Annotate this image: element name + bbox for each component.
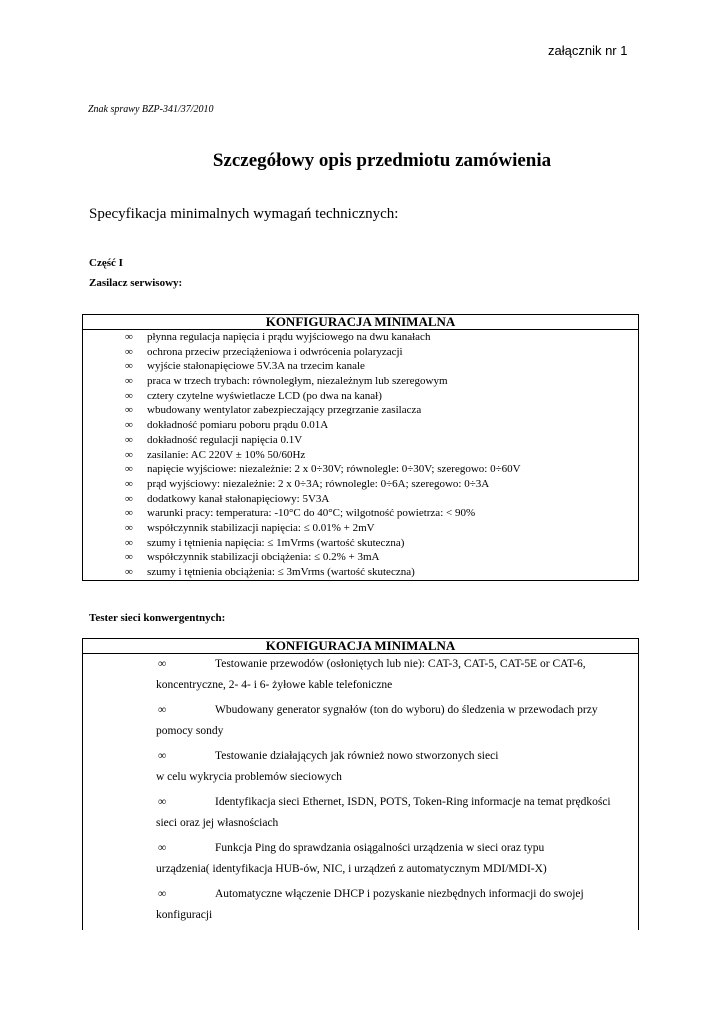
list-item <box>83 403 638 418</box>
list-item-text: dokładność regulacji napięcia 0.1V <box>147 433 303 446</box>
bullet-icon: ∞ <box>125 419 133 432</box>
list-item <box>83 521 638 536</box>
list-item <box>83 374 638 389</box>
bullet-icon: ∞ <box>125 492 133 505</box>
list-item <box>83 389 638 404</box>
list-item-text: warunki pracy: temperatura: -10°C do 40°C; wilgotność powietrza: < 90% <box>147 507 476 520</box>
list-item-text: cztery czytelne wyświetlacze LCD (po dwa na kanał) <box>147 389 382 402</box>
list-item-text: szumy i tętnienia obciążenia: ≤ 3mVrms (wartość skuteczna) <box>147 566 415 578</box>
list-item-text: Funkcja Ping do sprawdzania osiągalności urządzenia w sieci oraz typu <box>215 842 545 854</box>
bullet-icon: ∞ <box>125 536 133 549</box>
list-item-continuation: w celu wykrycia problemów sieciowych <box>156 771 342 783</box>
list-item <box>83 477 638 492</box>
annex-label: załącznik nr 1 <box>548 43 628 58</box>
bullet-icon: ∞ <box>125 551 133 564</box>
list-item-continuation: urządzenia( identyfikacja HUB-ów, NIC, i urządzeń z automatycznym MDI/MDI-X) <box>156 863 547 875</box>
section1-label: Zasilacz serwisowy: <box>89 277 183 289</box>
document-title: Szczegółowy opis przedmiotu zamówienia <box>212 150 552 171</box>
section1-table <box>82 314 639 581</box>
bullet-icon: ∞ <box>158 750 167 762</box>
list-item-text: współczynnik stabilizacji obciążenia: ≤ 0.2% + 3mA <box>147 551 380 564</box>
list-item <box>83 330 638 345</box>
section2-table-header: KONFIGURACJA MINIMALNA <box>83 639 639 654</box>
list-item-text: napięcie wyjściowe: niezależnie: 2 x 0÷30V; równolegle: 0÷30V; szeregowo: 0÷60V <box>147 463 521 476</box>
list-item-text: Identyfikacja sieci Ethernet, ISDN, POTS, Token-Ring informacje na temat prędkości <box>215 796 611 808</box>
section2-list <box>83 654 638 930</box>
bullet-icon: ∞ <box>125 507 133 520</box>
part-label: Część I <box>89 257 123 269</box>
bullet-icon: ∞ <box>125 463 133 476</box>
list-item <box>83 448 638 463</box>
bullet-icon: ∞ <box>158 658 167 670</box>
bullet-icon: ∞ <box>158 796 167 808</box>
list-item <box>83 700 638 746</box>
list-item <box>83 565 638 580</box>
section2-label: Tester sieci konwergentnych: <box>89 612 226 624</box>
bullet-icon: ∞ <box>125 375 133 388</box>
list-item <box>83 433 638 448</box>
bullet-icon: ∞ <box>125 345 133 358</box>
list-item-text: wbudowany wentylator zabezpieczający przegrzanie zasilacza <box>147 404 422 417</box>
section2-table-body <box>83 654 639 931</box>
list-item <box>83 492 638 507</box>
list-item <box>83 462 638 477</box>
list-item-text: wyjście stałonapięciowe 5V.3A na trzecim kanale <box>147 360 365 373</box>
list-item <box>83 506 638 521</box>
case-number: Znak sprawy BZP-341/37/2010 <box>88 104 214 115</box>
list-item-text: praca w trzech trybach: równoległym, niezależnym lub szeregowym <box>147 375 448 388</box>
list-item-text: Wbudowany generator sygnałów (ton do wyboru) do śledzenia w przewodach przy <box>215 704 598 716</box>
list-item <box>83 550 638 565</box>
bullet-icon: ∞ <box>125 566 133 578</box>
list-item <box>83 345 638 360</box>
list-item-continuation: sieci oraz jej własnościach <box>156 817 279 829</box>
section2-table <box>82 638 639 930</box>
bullet-icon: ∞ <box>125 389 133 402</box>
bullet-icon: ∞ <box>158 842 167 854</box>
list-item-continuation: konfiguracji <box>156 909 213 921</box>
list-item-text: Testowanie przewodów (osłoniętych lub nie): CAT-3, CAT-5, CAT-5E or CAT-6, <box>215 658 586 670</box>
bullet-icon: ∞ <box>125 433 133 446</box>
list-item-text: prąd wyjściowy: niezależnie: 2 x 0÷3A; równolegle: 0÷6A; szeregowo: 0÷3A <box>147 477 490 490</box>
section1-list <box>83 330 638 580</box>
list-item <box>83 884 638 930</box>
bullet-icon: ∞ <box>125 477 133 490</box>
section1-table-body <box>83 330 639 581</box>
list-item-text: zasilanie: AC 220V ± 10% 50/60Hz <box>147 448 306 461</box>
list-item-text: Automatyczne włączenie DHCP i pozyskanie niezbędnych informacji do swojej <box>215 888 584 900</box>
bullet-icon: ∞ <box>125 331 133 343</box>
list-item-text: dodatkowy kanał stałonapięciowy: 5V3A <box>147 492 330 505</box>
list-item-text: szumy i tętnienia napięcia: ≤ 1mVrms (wartość skuteczna) <box>147 536 405 549</box>
list-item <box>83 654 638 700</box>
list-item-text: dokładność pomiaru poboru prądu 0.01A <box>147 419 329 432</box>
list-item <box>83 838 638 884</box>
list-item <box>83 792 638 838</box>
bullet-icon: ∞ <box>158 704 167 716</box>
list-item <box>83 359 638 374</box>
list-item-continuation: pomocy sondy <box>156 725 224 737</box>
bullet-icon: ∞ <box>158 888 167 900</box>
list-item-text: współczynnik stabilizacji napięcia: ≤ 0.01% + 2mV <box>147 521 375 534</box>
bullet-icon: ∞ <box>125 448 133 461</box>
bullet-icon: ∞ <box>125 404 133 417</box>
list-item <box>83 418 638 433</box>
list-item-text: Testowanie działających jak również nowo stworzonych sieci <box>215 750 499 762</box>
bullet-icon: ∞ <box>125 521 133 534</box>
list-item <box>83 536 638 551</box>
list-item-text: płynna regulacja napięcia i prądu wyjściowego na dwu kanałach <box>147 331 431 343</box>
spec-intro: Specyfikacja minimalnych wymagań technicznych: <box>89 206 399 222</box>
list-item <box>83 746 638 792</box>
section1-table-header: KONFIGURACJA MINIMALNA <box>83 315 639 330</box>
list-item-text: ochrona przeciw przeciążeniowa i odwrócenia polaryzacji <box>147 345 403 358</box>
list-item-continuation: koncentryczne, 2- 4- i 6- żyłowe kable telefoniczne <box>156 679 393 691</box>
bullet-icon: ∞ <box>125 360 133 373</box>
